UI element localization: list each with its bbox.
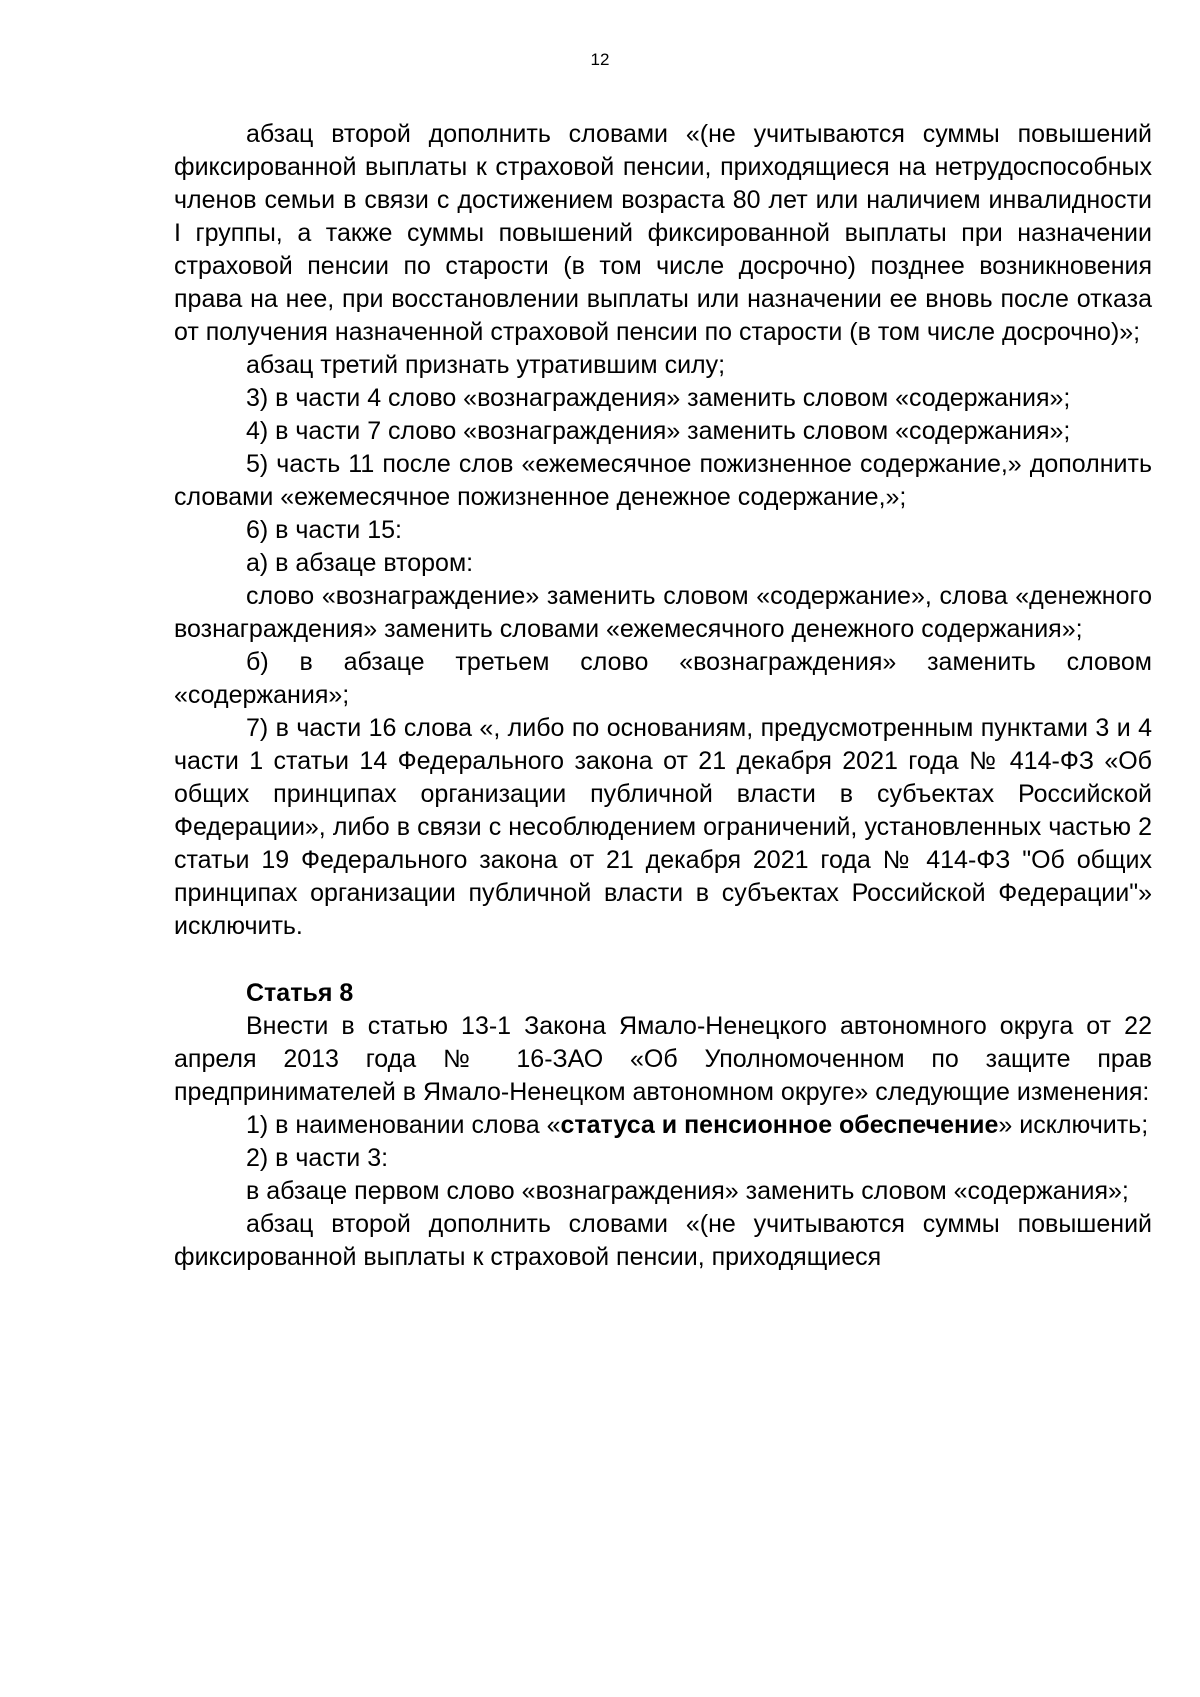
article-heading: Статья 8 [246,979,354,1007]
paragraph: 2) в части 3: [246,1144,389,1172]
item1-prefix: 1) в наименовании слова « [246,1111,561,1139]
paragraph: 3) в части 4 слово «вознаграждения» заменить словом «содержания»; [246,384,1071,412]
paragraph: 5) часть 11 после слов «ежемесячное пожизненное содержание,» дополнить словами «ежемесячное пожизненное денежное содержание,»; [174,450,1152,511]
paragraph: 6) в части 15: [246,516,402,544]
paragraph-item-1 [174,1109,1152,1142]
paragraph: в абзаце первом слово «вознаграждения» заменить словом «содержания»; [246,1177,1129,1205]
document-body [174,118,1152,1274]
paragraph: 4) в части 7 слово «вознаграждения» заменить словом «содержания»; [246,417,1071,445]
paragraph: а) в абзаце втором: [246,549,474,577]
paragraph: абзац второй дополнить словами «(не учитываются суммы повышений фиксированной выплаты к страховой пенсии, приходящиеся на нетрудоспособных членов семьи в связи с достижением возраста 80 лет или наличием инвалидности I группы, а также суммы повышений фиксированной выплаты при назначении страховой пенсии по старости (в том числе досрочно) позднее возникновения права на нее, при восстановлении выплаты или назначении ее вновь после отказа от получения назначенной страховой пенсии по старости (в том числе досрочно)»; [174,120,1152,346]
paragraph: абзац третий признать утратившим силу; [246,351,726,379]
paragraph: слово «вознаграждение» заменить словом «содержание», слова «денежного вознаграждения» заменить словами «ежемесячного денежного содержания»; [174,582,1152,643]
paragraph: б) в абзаце третьем слово «вознаграждения» заменить словом «содержания»; [174,648,1152,709]
page-number: 12 [590,50,610,69]
paragraph: Внести в статью 13-1 Закона Ямало-Ненецкого автономного округа от 22 апреля 2013 года № 16-ЗАО «Об Уполномоченном по защите прав предпринимателей в Ямало-Ненецком автономном округе» следующие изменения: [174,1012,1152,1106]
paragraph: абзац второй дополнить словами «(не учитываются суммы повышений фиксированной выплаты к страховой пенсии, приходящиеся [174,1210,1152,1271]
item1-bold-text: статуса и пенсионное обеспечение [560,1111,999,1139]
item1-suffix: » исключить; [998,1111,1149,1139]
paragraph: 7) в части 16 слова «, либо по основаниям, предусмотренным пунктами 3 и 4 части 1 статьи 14 Федерального закона от 21 декабря 2021 года № 414-ФЗ «Об общих принципах организации публичной власти в субъектах Российской Федерации», либо в связи с несоблюдением ограничений, установленных частью 2 статьи 19 Федерального закона от 21 декабря 2021 года № 414-ФЗ "Об общих принципах организации публичной власти в субъектах Российской Федерации"» исключить. [174,714,1152,940]
